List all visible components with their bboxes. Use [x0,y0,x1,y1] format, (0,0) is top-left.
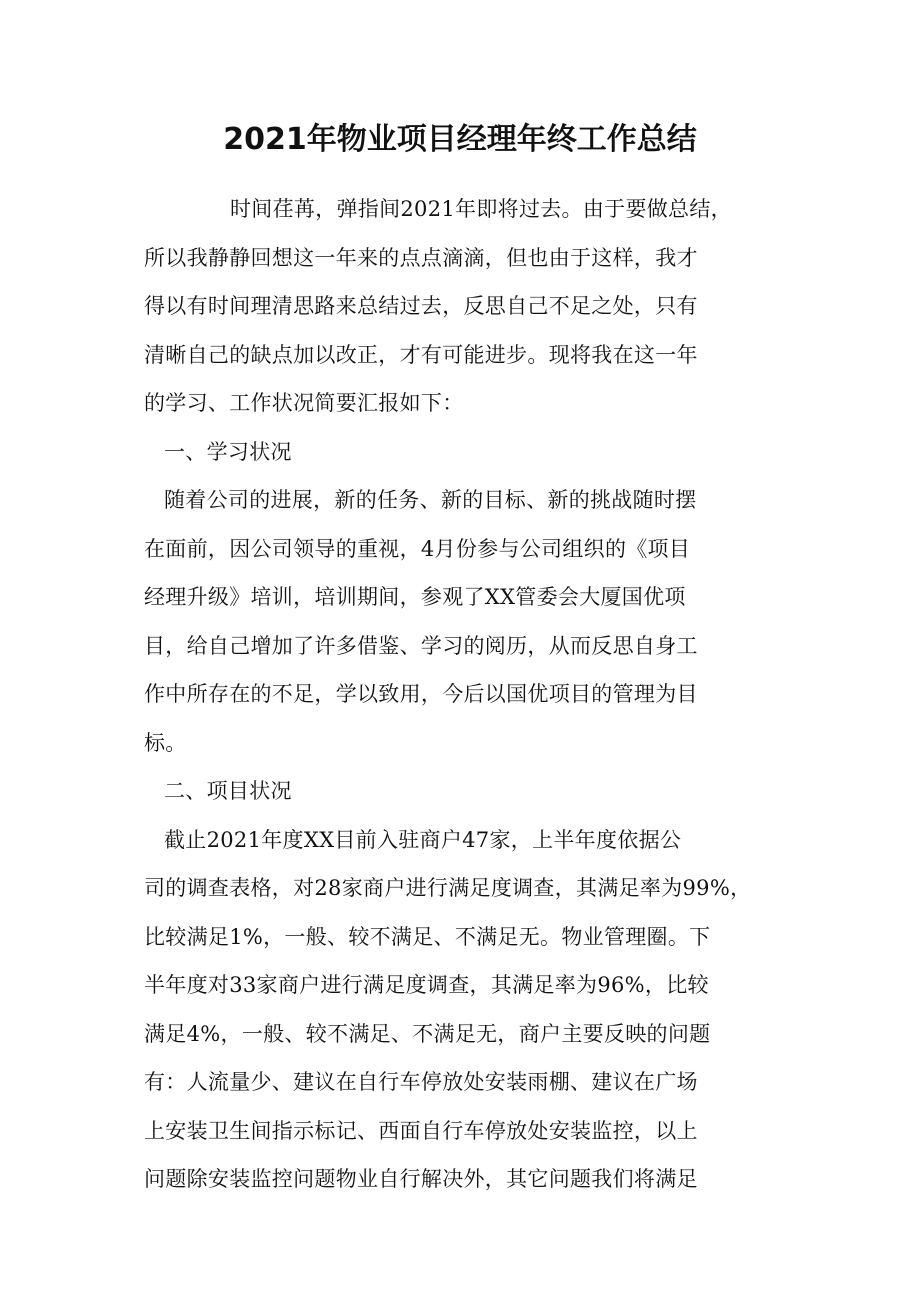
paragraph-project-line-4: 半年度对33家商户进行满足度调查，其满足率为96%，比较 [144,973,709,997]
paragraph-study-line-5: 作中所存在的不足，学以致用，今后以国优项目的管理为目 [144,682,698,706]
paragraph-project-line-5: 满足4%，一般、较不满足、不满足无，商户主要反映的问题 [144,1021,711,1046]
paragraph-project-line-6: 有：人流量少、建议在自行车停放处安装雨棚、建议在广场 [144,1070,698,1094]
document-title: 2021年物业项目经理年终工作总结 [223,122,697,157]
paragraph-study-line-1: 随着公司的进展，新的任务、新的目标、新的挑战随时摆 [164,488,697,512]
paragraph-project-line-7: 上安装卫生间指示标记、西面自行车停放处安装监控，以上 [144,1118,698,1143]
document-body [144,185,784,1204]
paragraph-study-line-4: 目，给自己增加了许多借鉴、学习的阅历，从而反思自身工 [144,633,698,658]
paragraph-intro-line-4: 清晰自己的缺点加以改正，才有可能进步。现将我在这一年 [144,342,698,367]
paragraph-project-line-8: 问题除安装监控问题物业自行解决外，其它问题我们将满足 [144,1167,698,1191]
section-heading-study: 一、学习状况 [164,439,292,464]
paragraph-study-line-2: 在面前，因公司领导的重视，4月份参与公司组织的《项目 [144,536,691,561]
paragraph-study-line-6: 标。 [144,730,187,755]
paragraph-intro-line-5: 的学习、工作状况简要汇报如下： [144,391,464,415]
section-heading-project: 二、项目状况 [164,779,292,803]
paragraph-project-line-1: 截止2021年度XX目前入驻商户47家，上半年度依据公 [164,827,682,852]
paragraph-project-line-2: 司的调查表格，对28家商户进行满足度调查，其满足率为99%， [144,876,752,900]
paragraph-intro-line-1: 时间荏苒，弹指间2021年即将过去。由于要做总结， [230,197,732,221]
paragraph-study-line-3: 经理升级》培训，培训期间，参观了XX管委会大厦国优项 [144,585,686,609]
paragraph-project-line-3: 比较满足1%，一般、较不满足、不满足无。物业管理圈。下 [144,924,711,949]
paragraph-intro-line-3: 得以有时间理清思路来总结过去，反思自己不足之处，只有 [144,294,698,318]
paragraph-intro-line-2: 所以我静静回想这一年来的点点滴滴，但也由于这样，我才 [144,245,698,270]
